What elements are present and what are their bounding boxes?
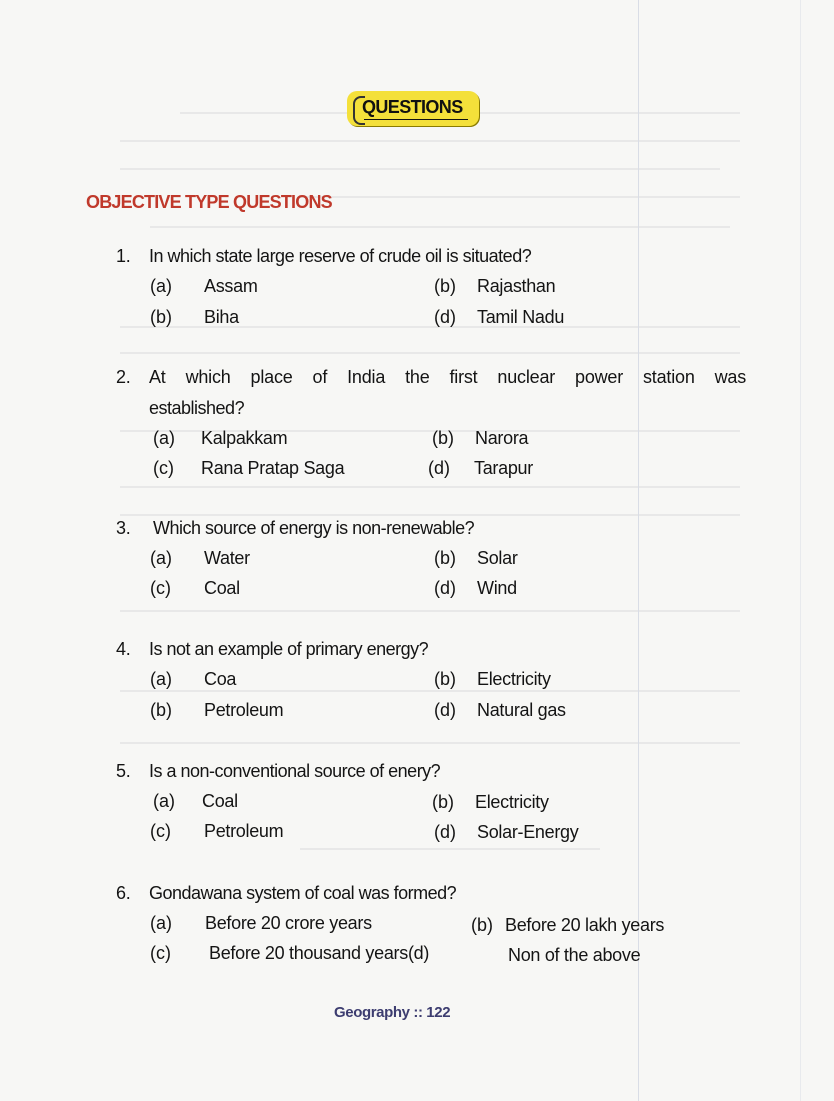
- option-letter: (a): [153, 791, 175, 811]
- option-text: Coa: [204, 669, 237, 689]
- option-letter: (d): [434, 822, 456, 842]
- option-letter: (d): [428, 458, 450, 478]
- question-number: 4.: [116, 639, 131, 659]
- option-letter: (b): [434, 548, 456, 568]
- option-text: Coal: [202, 791, 238, 811]
- option-text: Rana Pratap Saga: [201, 458, 345, 478]
- option-text: Natural gas: [477, 700, 566, 720]
- option-text: Water: [204, 548, 250, 568]
- option-letter: (c): [150, 943, 171, 963]
- option-letter: (a): [150, 669, 172, 689]
- option-letter: (d): [434, 578, 456, 598]
- section-title: OBJECTIVE TYPE QUESTIONS: [86, 192, 332, 212]
- option-text: Electricity: [477, 669, 551, 689]
- option-text: Before 20 thousand years(d): [209, 943, 430, 963]
- question-number: 5.: [116, 761, 131, 781]
- option-letter: (c): [150, 578, 171, 598]
- option-letter: (a): [150, 548, 172, 568]
- option-text: Solar-Energy: [477, 822, 579, 842]
- option-text: Before 20 crore years: [205, 913, 372, 933]
- option-letter: (b): [434, 669, 456, 689]
- question-number: 3.: [116, 518, 131, 538]
- option-text: Tarapur: [474, 458, 533, 478]
- option-letter: (b): [150, 307, 172, 327]
- question-text: In which state large reserve of crude oil is situated?: [149, 246, 532, 266]
- option-text: Narora: [475, 428, 529, 448]
- question-text: Is not an example of primary energy?: [149, 639, 429, 659]
- option-text: Non of the above: [508, 945, 641, 965]
- option-text: Solar: [477, 548, 518, 568]
- option-text: Coal: [204, 578, 240, 598]
- question-number: 2.: [116, 367, 131, 387]
- page-footer: Geography :: 122: [334, 1004, 451, 1021]
- option-text: Petroleum: [204, 700, 284, 720]
- option-letter: (a): [150, 276, 172, 296]
- option-letter: (a): [153, 428, 175, 448]
- option-letter: (d): [434, 700, 456, 720]
- question-text-line-2: established?: [149, 398, 245, 418]
- option-letter: (c): [150, 821, 171, 841]
- option-letter: (d): [434, 307, 456, 327]
- option-letter: (b): [434, 276, 456, 296]
- option-letter: (a): [150, 913, 172, 933]
- option-text: Before 20 lakh years: [505, 915, 665, 935]
- option-text: Electricity: [475, 792, 549, 812]
- question-number: 1.: [116, 246, 131, 266]
- option-text: Petroleum: [204, 821, 284, 841]
- question-text: Is a non-conventional source of enery?: [149, 761, 441, 781]
- option-letter: (c): [153, 458, 174, 478]
- option-text: Kalpakkam: [201, 428, 288, 448]
- option-text: Biha: [204, 307, 239, 327]
- option-letter: (b): [432, 428, 454, 448]
- badge-label: QUESTIONS: [362, 97, 463, 117]
- option-text: Rajasthan: [477, 276, 556, 296]
- question-text: Which source of energy is non-renewable?: [153, 518, 475, 538]
- option-text: Assam: [204, 276, 258, 296]
- option-text: Wind: [477, 578, 517, 598]
- option-letter: (b): [432, 792, 454, 812]
- question-number: 6.: [116, 883, 131, 903]
- question-text-line-1: At which place of India the first nuclear power station was: [149, 367, 746, 387]
- option-letter: (b): [150, 700, 172, 720]
- question-text: Gondawana system of coal was formed?: [149, 883, 457, 903]
- option-text: Tamil Nadu: [477, 307, 565, 327]
- option-letter: (b): [471, 915, 493, 935]
